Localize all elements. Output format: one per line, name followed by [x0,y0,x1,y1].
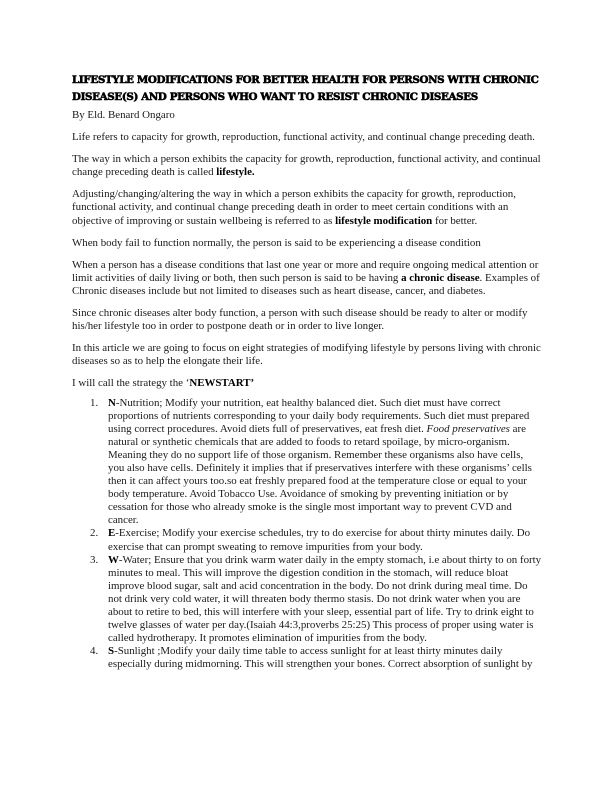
list-item-water [72,554,542,646]
text: for better. [432,214,478,227]
text: . Examples of Chronic diseases include but not limited to diseases such as heart disease, cancer, and diabetes. [72,271,540,297]
paragraph-disease-condition: When body fail to function normally, the person is said to be experiencing a disease condition [72,236,481,249]
text: -Water; Ensure that you drink warm water daily in the empty stomach, i.e about thirty to on forty minutes to meal. This will improve the digestion condition in the stomach, will reduce bloat improve blood sugar, salt and acid concentration in the body. Do not drink during meal time. Do not drink very cold water, it will threaten body thermo stasis. Do not drink water when you are about to retire to bed, this will interfere with your sleep, essential part of life. Try to drink eight to twelve glasses of water per day.(Isaiah 44:3,proverbs 25:25) This process of proper using water is called hydrotherapy. It promotes elimination of impurities from the body. [108,553,542,645]
paragraph-chronic-disease [72,259,542,298]
paragraph-alter-lifestyle: Since chronic diseases alter body function, a person with such disease should be ready to alter or modify his/her lifestyle too in order to postpone death or in order to live longer. [72,307,528,333]
text: are natural or synthetic chemicals that are added to foods to retard spoilage, by micro-organism. Meaning they do no support life of those organism. Remember these organisms also have cells, you also have cells. Definitely it implies that if preservatives interfere with these organisms’ cells then it can affect yours too.so eat freshly prepared food at the temperature close or equal to your body temperature. Avoid Tobacco Use. Avoidance of smoking by preventing initiation or by cessation for those who already smoke is the single most important way to prevent CVD and cancer. [108,422,532,527]
author-byline: By Eld. Benard Ongaro [72,109,175,121]
term-food-preservatives: Food preservatives [426,422,510,435]
paragraph-newstart-intro [72,377,542,390]
list-number: 3. [90,553,99,566]
list-item-exercise [72,527,542,553]
list-letter: E [108,527,116,540]
text: When a person has a disease conditions that last one year or more and require ongoing medical attention or limit activities of daily living or both, then such person is said to be having [72,258,539,284]
document-page [72,72,542,671]
newstart-list [72,397,542,672]
paragraph-article-focus: In this article we are going to focus on eight strategies of modifying lifestyle by persons living with chronic diseases so as to help the elongate their life. [72,342,541,368]
text: I will call the strategy the ‘ [72,377,190,390]
text: Adjusting/changing/altering the way in which a person exhibits the capacity for growth, reproduction, functional activity, and continual change preceding death in order to meet certain conditions with an objective of improving or sustain wellbeing is referred to as [72,188,516,227]
text: -Sunlight ;Modify your daily time table to access sunlight for at least thirty minutes daily especially during midmorning. This will strengthen your bones. Correct absorption of sunlight by [108,645,533,671]
paragraph-lifestyle-definition [72,153,542,179]
list-number: 1. [90,396,99,409]
text: -Nutrition; Modify your nutrition, eat healthy balanced diet. Such diet must have correct proportions of nutrients corresponding to your daily body requirements. Such diet must prepared using correct procedures. Avoid diets full of preservatives, eat fresh diet. [108,396,530,435]
document-title: LIFESTYLE MODIFICATIONS FOR BETTER HEALTH FOR PERSONS WITH CHRONIC DISEASE(S) AND PERSONS WHO WANT TO RESIST CHRONIC DISEASES [72,74,539,103]
term-newstart: NEWSTART’ [189,377,255,390]
paragraph-lifestyle-modification [72,188,542,227]
list-number: 4. [90,645,99,658]
list-letter: S [108,645,115,658]
list-item-sunlight [72,645,542,671]
term-lifestyle-modification: lifestyle modification [335,214,433,227]
term-chronic-disease: a chronic disease [401,271,480,284]
list-letter: N [108,396,116,409]
text: The way in which a person exhibits the capacity for growth, reproduction, functional activity, and continual change preceding death is called [72,153,541,179]
list-number: 2. [90,527,99,540]
list-letter: W [108,553,119,566]
text: -Exercise; Modify your exercise schedules, try to do exercise for about thirty minutes daily. Do exercise that can prompt sweating to remove impurities from your body. [108,527,531,553]
paragraph-life-definition: Life refers to capacity for growth, reproduction, functional activity, and continual change preceding death. [72,131,535,144]
term-lifestyle: lifestyle. [216,166,255,179]
list-item-nutrition [72,397,542,528]
